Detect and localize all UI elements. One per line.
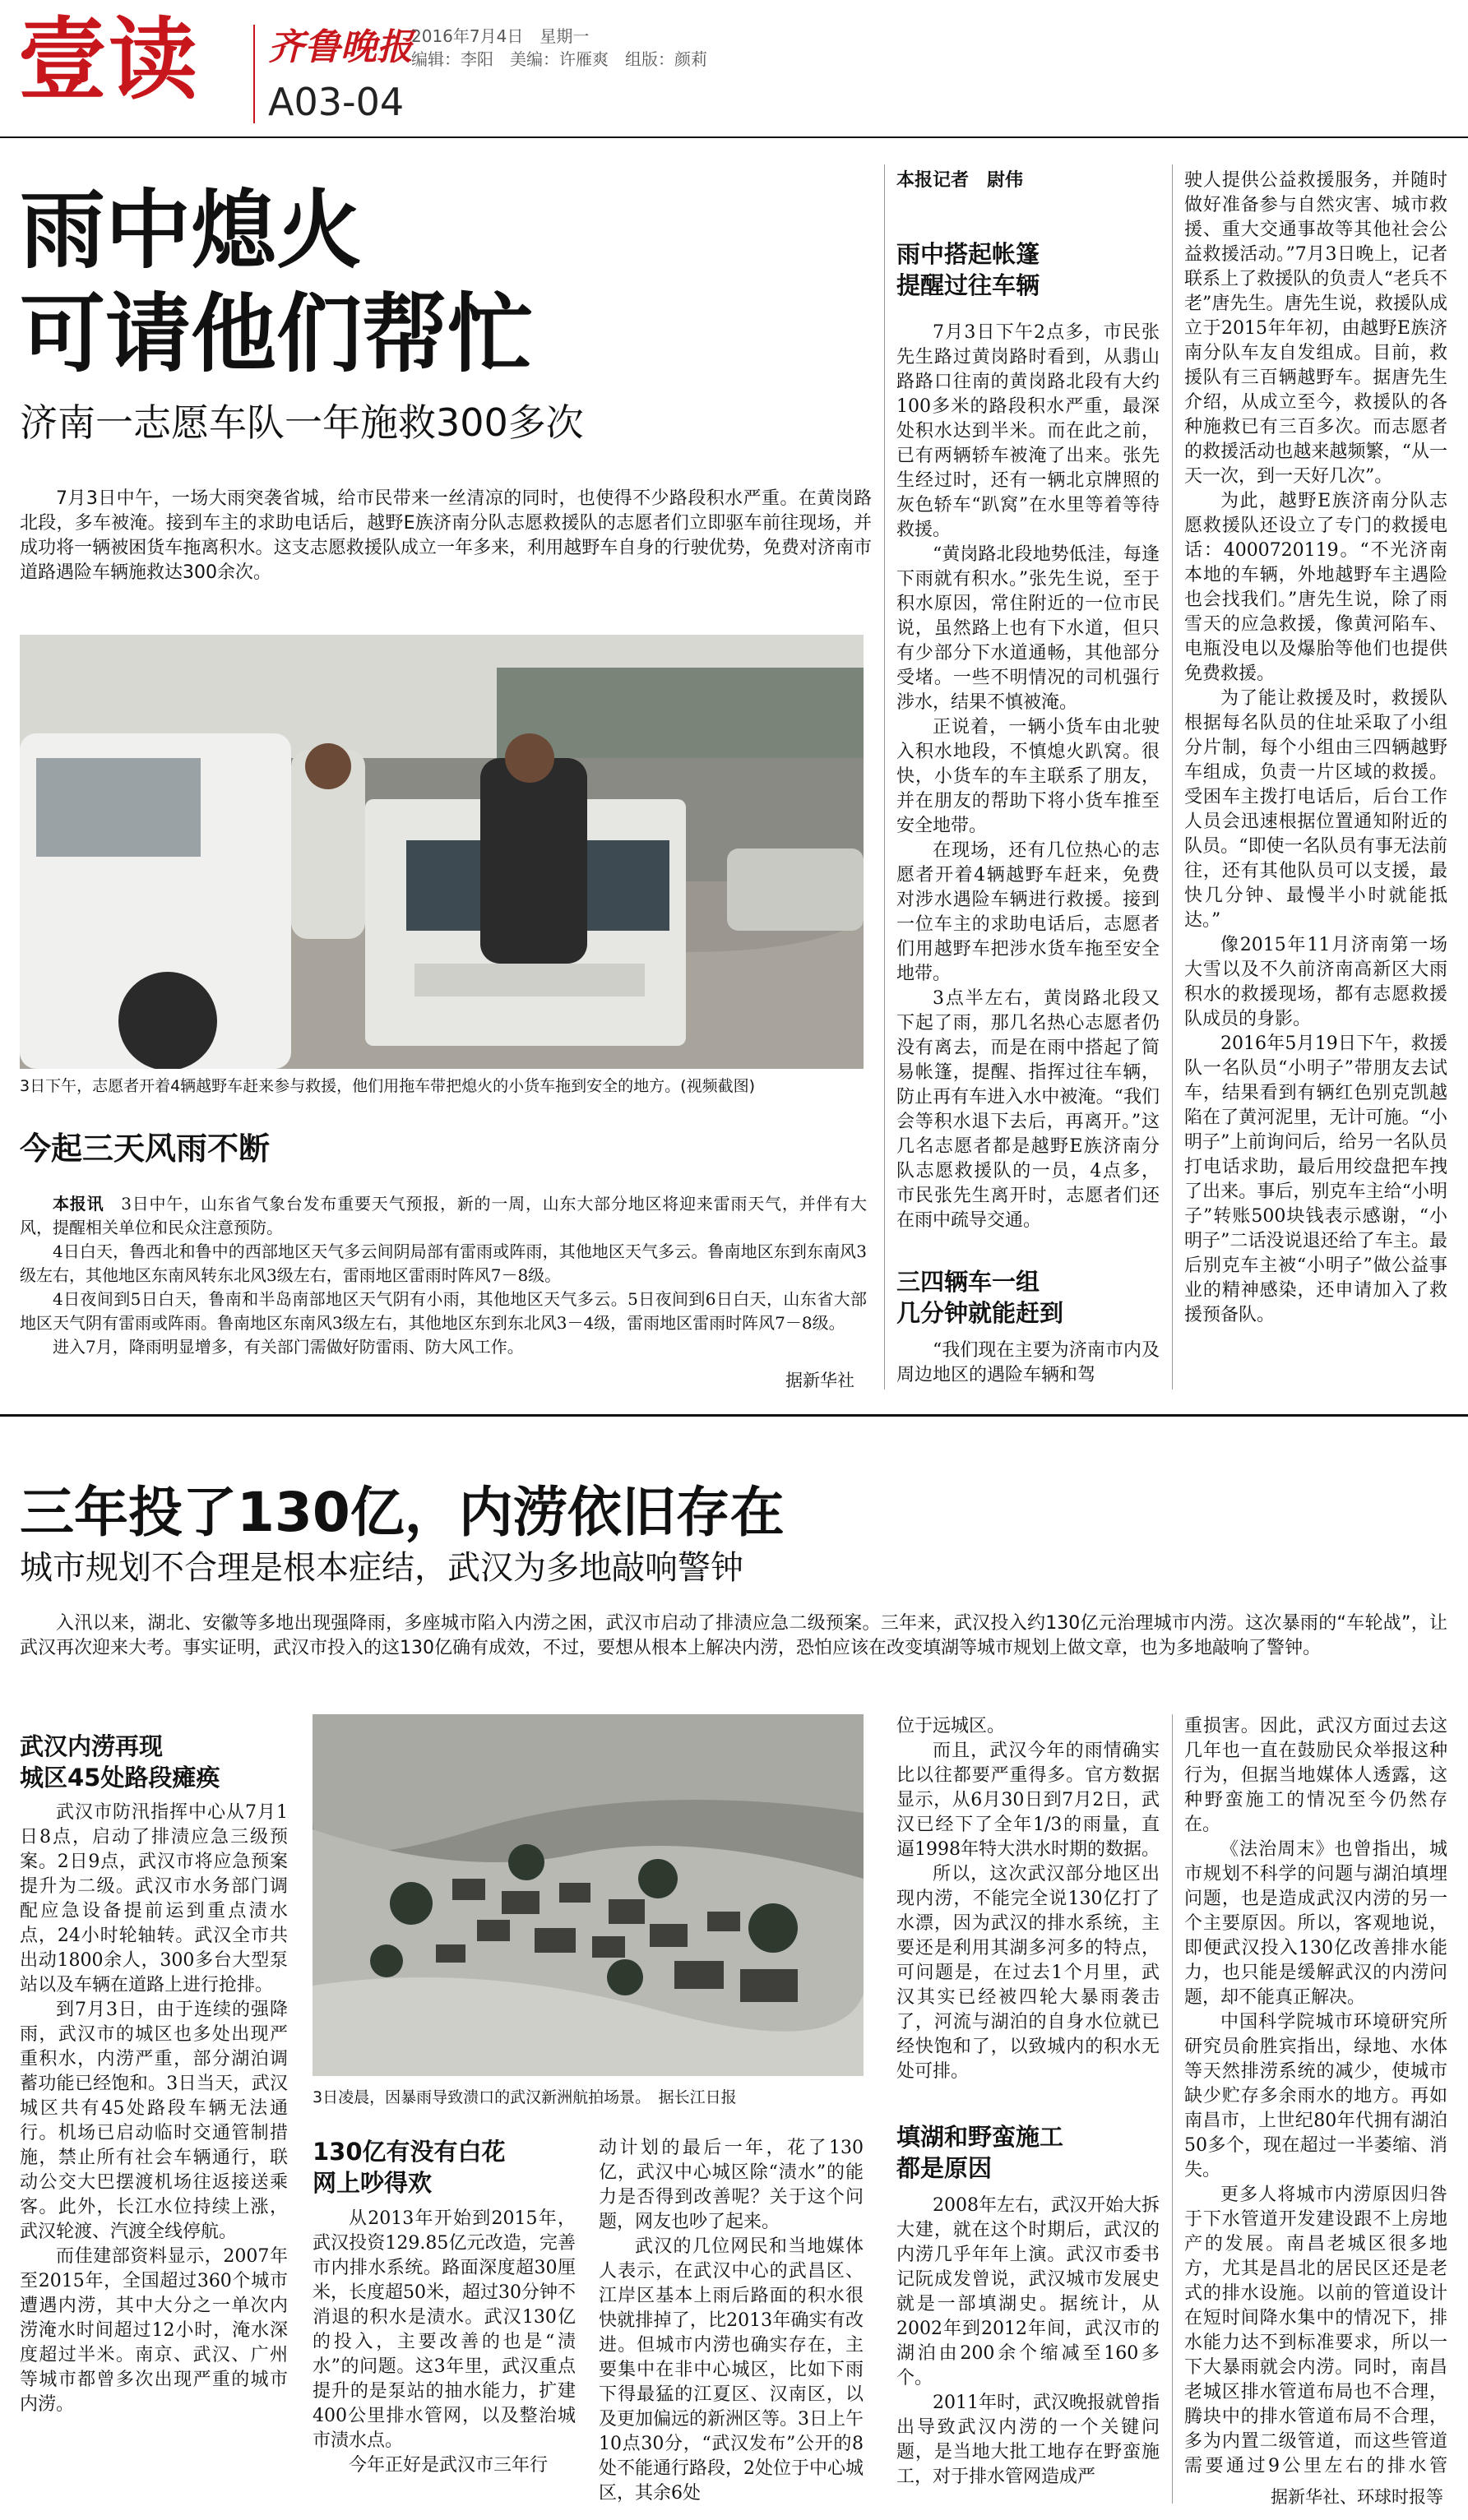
story1-column-3 [1184, 169, 1447, 1392]
story2-para: 动计划的最后一年，花了130亿，武汉中心城区除“渍水”的能力是否得到改善呢？关于这个问题，网友也吵了起来。 [599, 2138, 864, 2232]
paper-name: 齐鲁晚报 [268, 26, 413, 68]
story2-lead: 入汛以来，湖北、安徽等多地出现强降雨，多座城市陷入内涝之困，武汉市启动了排渍应急二级预案。三年来，武汉投入约130亿元治理城市内涝。这次暴雨的“车轮战”，让武汉再次迎来大考。事实证明，武汉市投入的这130亿确有成效，不过，要想从根本上解决内涝，恐怕应该在改变填湖等城市规划上做文章，也为多地敲响了警钟。 [20, 1613, 1447, 1658]
story1-para: “黄岗路北段地势低洼，每逢下雨就有积水。”张先生说，至于积水原因，常住附近的一位市民说，虽然路上也有下水道，但只有少部分下水道通畅，其他部分受堵。一些不明情况的司机强行涉水，结果不慎被淹。 [896, 544, 1160, 713]
story2-column-5 [1184, 1714, 1447, 2479]
story1-para: 驶人提供公益救援服务，并随时做好准备参与自然灾害、城市救援、重大交通事故等其他社会公益救援活动。”7月3日晚上，记者联系上了救援队的负责人“老兵不老”唐先生。唐先生说，救援队成立于2015年年初，由越野E族济南分队车友自发组成。目前，救援队有三百辆越野车。据唐先生介绍，从成立至今，救援队的各种施救已有三百多次。而志愿者的救援活动也越来越频繁，“从一天一次，到一天好几次”。 [1184, 170, 1447, 487]
weather-para: 4日白天，鲁西北和鲁中的西部地区天气多云间阴局部有雷雨或阵雨，其他地区天气多云。鲁南地区东到东南风3级左右，其他地区东南风转东北风3级左右，雷雨地区雷雨时阵风7－8级。 [20, 1242, 867, 1285]
story1-para: 为了能让救援及时，救援队根据每名队员的住址采取了小组分片制，每个小组由三四辆越野车组成，负责一片区域的救援。受困车主拨打电话后，后台工作人员会迅速根据位置通知附近的队员。“即使一名队员有事无法前往，还有其他队员可以支援，最快几分钟、最慢半小时就能抵达。” [1184, 688, 1447, 931]
story2-subhead-c: 填湖和野蛮施工 都是原因 [896, 2123, 1064, 2182]
story2-column-4-tail [896, 2194, 1160, 2503]
story2-para: 2008年左右，武汉开始大拆大建，就在这个时期后，武汉的内涝几乎年年上演。武汉市委书记阮成发曾说，武汉城市发展史就是一部填湖史。据统计，从2002年到2012年间，武汉市的湖泊由200余个缩减至160多个。 [896, 2195, 1160, 2388]
story2-column-1 [20, 1801, 288, 2504]
column-divider [1172, 1714, 1173, 2504]
story2-para: 而佳建部资料显示，2007年至2015年，全国超过360个城市遭遇内涝，其中大分之一单次内涝淹水时间超过12小时，淹水深度超过半米。南京、武汉、广州等城市都曾多次出现严重的城市内涝。 [20, 2246, 288, 2415]
weather-para: 4日夜间到5日白天，鲁南和半岛南部地区天气阴有小雨，其他地区天气多云。5日夜间到6日白天，山东省大部地区天气阴有雷雨或阵雨。鲁南地区东南风3级左右，其他地区东到东北风3－4级，雷雨地区雷雨时阵风7－8级。 [20, 1289, 867, 1333]
page-number: A03-04 [268, 80, 405, 124]
story2-subhead: 城市规划不合理是根本症结，武汉为多地敲响警钟 [20, 1549, 743, 1587]
story1-headline-1: 雨中熄火 [20, 180, 363, 280]
story2-para: 位于远城区。 [896, 1716, 1006, 1736]
date-line: 2016年7月4日 星期一 [411, 26, 590, 46]
story2-photo [313, 1714, 864, 2076]
weather-para: 进入7月，降雨明显增多，有关部门需做好防雷雨、防大风工作。 [53, 1337, 524, 1357]
section-rule [0, 1414, 1468, 1417]
story2-para: 《法治周末》也曾指出，城市规划不科学的问题与湖泊填埋问题，也是造成武汉内涝的另一个主要原因。所以，客观地说，即便武汉投入130亿改善排水能力，也只能是缓解武汉的内涝问题，却不能真正解决。 [1184, 1839, 1447, 2008]
story1-subhead-1: 雨中搭起帐篷 提醒过往车辆 [896, 240, 1040, 299]
story1-photo [20, 635, 864, 1069]
weather-para: 3日中午，山东省气象台发布重要天气预报，新的一周，山东大部分地区将迎来雷雨天气，并伴有大风，提醒相关单位和民众注意预防。 [20, 1194, 867, 1237]
story1-para: 2016年5月19日下午，救援队一名队员“小明子”带朋友去试车，结果看到有辆红色别克凯越陷在了黄河泥里，无计可施。“小明子”上前询问后，给另一名队员打电话求助，最后用绞盘把车拽了出来。事后，别克车主给“小明子”转账500块钱表示感谢，“小明子”二话没说退还给了车主。最后别克车主被“小明子”做公益事业的精神感染，还申请加入了救援预备队。 [1184, 1033, 1447, 1325]
story1-para: 3点半左右，黄岗路北段又下起了雨，那几名热心志愿者仍没有离去，而是在雨中搭起了简易帐篷，提醒、指挥过往车辆，防止再有车进入水中被淹。“我们会等积水退下去后，再离开。”这几名志愿者都是越野E族济南分队志愿救援队的一员，4点多，市民张先生离开时，志愿者们还在雨中疏导交通。 [896, 988, 1160, 1231]
story2-subhead-b: 130亿有没有白花 网上吵得欢 [313, 2138, 506, 2197]
story2-subhead-a: 武汉内涝再现 城区45处路段瘫痪 [20, 1732, 220, 1792]
story2-photo-caption: 3日凌晨，因暴雨导致溃口的武汉新洲航拍场景。 据长江日报 [313, 2088, 737, 2106]
story2-column-2 [313, 2207, 576, 2503]
story1-subhead-2: 三四辆车一组 几分钟就能赶到 [896, 1268, 1064, 1327]
story2-para: 2011年时，武汉晚报就曾指出导致武汉内涝的一个关键问题，是当地大批工地存在野蛮施工，对于排水管网造成严 [896, 2393, 1160, 2487]
story2-para: 更多人将城市内涝原因归咎于下水管道开发建设跟不上房地产的发展。南昌老城区很多地方，尤其是昌北的居民区还是老式的排水设施。以前的管道设计在短时间降水集中的情况下，排水能力达不到标准要求，所以一下大暴雨就会内涝。同时，南昌老城区排水管道布局也不合理，腾块中的排水管道布局不合理，多为内置二级管道，而这些管道需要通过9公里左右的排水管 [1184, 2185, 1447, 2476]
story2-headline: 三年投了130亿，内涝依旧存在 [20, 1481, 785, 1544]
story2-para: 中国科学院城市环境研究所研究员俞胜宾指出，绿地、水体等天然排涝系统的减少，使城市缺少贮存多余雨水的地方。再如南昌市，上世纪80年代拥有湖泊50多个，现在超过一半萎缩、消失。 [1184, 2012, 1447, 2180]
story2-column-3 [599, 2136, 864, 2503]
column-divider [1172, 164, 1173, 1389]
story2-para: 武汉市防汛指挥中心从7月1日8点，启动了排渍应急三级预案。2日9点，武汉市将应急预案提升为二级。武汉市水务部门调配应急设备提前运到重点渍水点，24小时轮轴转。武汉全市共出动1800余人，300多台大型泵站以及车辆在道路上进行抢排。 [20, 1802, 288, 1995]
story2-para: 今年正好是武汉市三年行 [349, 2455, 549, 2476]
story2-para: 武汉的几位网民和当地媒体人表示，在武汉中心的武昌区、江岸区基本上雨后路面的积水很快就排掉了，比2013年确实有改进。但城市内涝也确实存在，主要集中在非中心城区，比如下雨下得最猛的江夏区、汉南区，以及更加偏远的新洲区等。3日上午10点30分，“武汉发布”公开的8处不能通行路段，2处位于中心城区，其余6处 [599, 2236, 864, 2503]
story2-column-4 [896, 1714, 1160, 2101]
story2-para: 从2013年开始到2015年，武汉投资129.85亿元改造，完善市内排水系统。路面深度超30厘米，长度超50米，超过30分钟不消退的积水是渍水。武汉130亿的投入，主要改善的也是“渍水”的问题。这3年里，武汉重点提升的是泵站的抽水能力，扩建400公里排水管网，以及整治城市渍水点。 [313, 2208, 576, 2451]
story1-para: 7月3日下午2点多，市民张先生路过黄岗路时看到，从翡山路路口往南的黄岗路北段有大约100多米的路段积水严重，最深处积水达到半米。而在此之前，已有两辆轿车被淹了出来。张先生经过时，还有一辆北京牌照的灰色轿车“趴窝”在水里等着等待救援。 [896, 322, 1160, 540]
story2-para: 所以，这次武汉部分地区出现内涝，不能完全说130亿打了水漂，因为武汉的排水系统，主要还是利用其湖多河多的特点，可问题是，在过去1个月里，武汉其实已经被四轮大暴雨袭击了，河流与湖泊的自身水位就已经快饱和了，以致城内的积水无处可排。 [896, 1864, 1160, 2082]
story2-para: 而且，武汉今年的雨情确实比以往都要严重得多。官方数据显示，从6月30日到7月2日，武汉已经下了全年1/3的雨量，直逼1998年特大洪水时期的数据。 [896, 1741, 1160, 1860]
story1-headline-2: 可请他们帮忙 [20, 284, 534, 384]
weather-lead-label: 本报讯 [53, 1194, 104, 1214]
weather-body [20, 1192, 867, 1385]
column-divider [884, 164, 885, 1389]
story1-column-2-tail: “我们现在主要为济南市内及周边地区的遇险车辆和驾 [896, 1340, 1160, 1385]
story1-para: 在现场，还有几位热心的志愿者开着4辆越野车赶来，免费对涉水遇险车辆进行救援。接到一位车主的求助电话后，志愿者们用越野车把涉水货车拖至安全地带。 [896, 840, 1160, 984]
weather-source: 据新华社 [785, 1371, 854, 1390]
story1-para: 为此，越野E族济南分队志愿救援队还设立了专门的救援电话：4000720119。“不光济南本地的车辆，外地越野车主遇险也会找我们。”唐先生说，除了雨雪天的应急救援，像黄河陷车、电瓶没电以及爆胎等他们也提供免费救援。 [1184, 491, 1447, 684]
weather-headline: 今起三天风雨不断 [20, 1131, 271, 1167]
story1-subhead: 济南一志愿车队一年施救300多次 [20, 400, 584, 445]
flooded-street-image [20, 635, 864, 1069]
story1-para: 像2015年11月济南第一场大雪以及不久前济南高新区大雨积水的救援现场，都有志愿救援队成员的身影。 [1184, 935, 1447, 1029]
story2-source: 据新华社、环球时报等 [1271, 2487, 1443, 2507]
masthead [0, 0, 1468, 140]
story1-column-2 [896, 321, 1160, 1232]
aerial-flood-image [313, 1714, 864, 2076]
story1-para: 正说着，一辆小货车由北驶入积水地段，不慎熄火趴窝。很快，小货车的车主联系了朋友，并在朋友的帮助下将小货车推至安全地带。 [896, 717, 1160, 836]
story2-para: 到7月3日，由于连续的强降雨，武汉市的城区也多处出现严重积水，内涝严重，部分湖泊调蓄功能已经饱和。3日当天，武汉城区共有45处路段车辆无法通行。机场已启动临时交通管制措施，禁止所有社会车辆通行，联动公交大巴摆渡机场往返接送乘客。此外，长江水位持续上涨，武汉轮渡、汽渡全线停航。 [20, 2000, 288, 2242]
story2-para: 重损害。因此，武汉方面过去这几年也一直在鼓励民众举报这种行为，但据当地媒体人透露，这种野蛮施工的情况至今仍然存在。 [1184, 1716, 1447, 1835]
story1-byline: 本报记者 尉伟 [896, 170, 1024, 191]
masthead-divider [253, 25, 255, 123]
masthead-rule [0, 136, 1468, 138]
story1-photo-caption: 3日下午，志愿者开着4辆越野车赶来参与救援，他们用拖车带把熄火的小货车拖到安全的地方。(视频截图) [20, 1077, 756, 1095]
story1-lead: 7月3日中午，一场大雨突袭省城，给市民带来一丝清凉的同时，也使得不少路段积水严重。在黄岗路北段，多车被淹。接到车主的求助电话后，越野E族济南分队志愿救援队的志愿者们立即驱车前往现场，并成功将一辆被困货车拖离积水。这支志愿救援队成立一年多来，利用越野车自身的行驶优势，免费对济南市道路遇险车辆施救达300余次。 [20, 488, 872, 583]
editors-line: 编辑：李阳 美编：许雁爽 组版：颜莉 [411, 49, 707, 69]
section-title: 壹读 [18, 9, 200, 112]
